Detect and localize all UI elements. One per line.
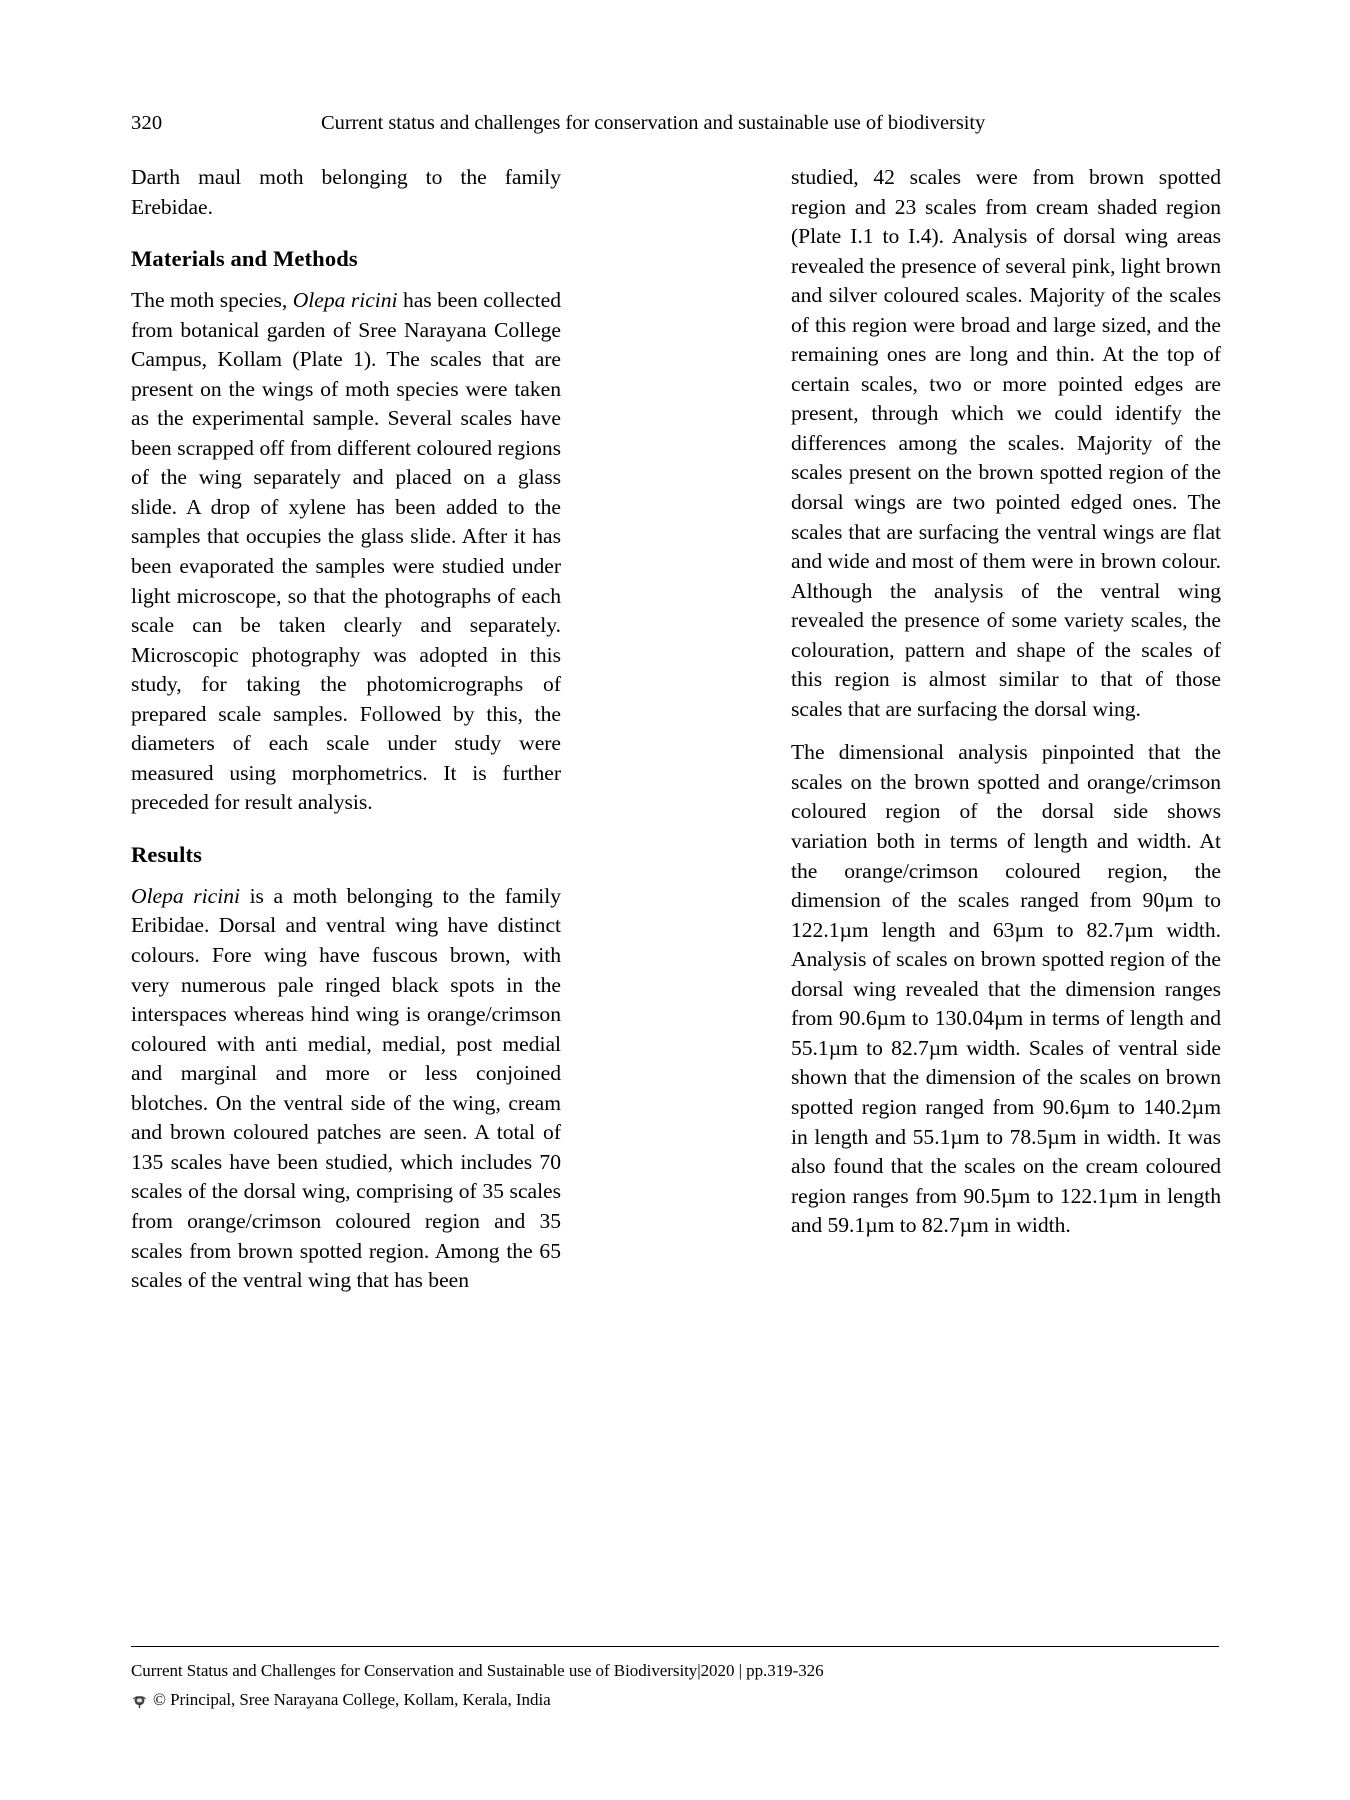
running-title: Current status and challenges for conservation and sustainable use of biodiversity [321, 112, 986, 134]
running-header [131, 112, 1219, 142]
species-name-italic: Olepa ricini [292, 288, 398, 313]
materials-text-lead: The moth species, [131, 288, 293, 313]
paragraph-materials [131, 286, 561, 818]
materials-text-rest: has been collected from botanical garden of Sree Narayana College Campus, Kollam (Plate 1). The scales that are present on the wings of moth species were taken as the experimental sample. Several scales have been scrapped off from different coloured regions of the wing separately and placed on a glass slide. A drop of xylene has been added to the samples that occupies the glass slide. After it has been evaporated the samples were studied under light microscope, so that the photographs of each scale can be taken clearly and separately. Microscopic photography was adopted in this study, for taking the photomicrographs of prepared scale samples. Followed by this, the diameters of each scale under study were measured using morphometrics. It is further preceded for result analysis. [131, 288, 561, 815]
footer-copyright-line [131, 1687, 1221, 1713]
heading-results: Results [131, 841, 202, 867]
results-continued-text: studied, 42 scales were from brown spotted region and 23 scales from cream shaded region (Plate I.1 to I.4). Analysis of dorsal wing areas revealed the presence of several pink, light brown and silver coloured scales. Majority of the scales of this region were broad and large sized, and the remaining ones are long and thin. At the top of certain scales, two or more pointed edges are present, through which we could identify the differences among the scales. Majority of the scales present on the brown spotted region of the dorsal wings are two pointed edged ones. The scales that are surfacing the ventral wings are flat and wide and most of them were in brown colour. Although the analysis of the ventral wing revealed the presence of some variety scales, the colouration, pattern and shape of the scales of this region is almost similar to that of those scales that are surfacing the dorsal wing. [791, 165, 1221, 721]
paragraph-dimensional-analysis [791, 738, 1221, 1240]
paragraph-results-1 [131, 882, 561, 1296]
left-column [131, 163, 561, 1296]
heading-materials-and-methods: Materials and Methods [131, 246, 358, 272]
species-name-italic-results: Olepa ricini [131, 883, 240, 908]
footer-copyright-text: © Principal, Sree Narayana College, Kollam, Kerala, India [153, 1689, 551, 1709]
dimensional-analysis-text: The dimensional analysis pinpointed that the scales on the brown spotted and orange/crimson coloured region of the dorsal side shows variation both in terms of length and width. At the orange/crimson coloured region, the dimension of the scales ranged from 90µm to 122.1µm length and 63µm to 82.7µm width. Analysis of scales on brown spotted region of the dorsal wing revealed that the dimension ranges from 90.6µm to 130.04µm in terms of length and 55.1µm to 82.7µm width. Scales of ventral side shown that the dimension of the scales on brown spotted region ranged from 90.6µm to 140.2µm in length and 55.1µm to 78.5µm in width. It was also found that the scales on the cream coloured region ranges from 90.5µm to 122.1µm in length and 59.1µm to 82.7µm in width. [791, 740, 1221, 1238]
footer-divider [131, 1646, 1219, 1647]
footer-citation: Current Status and Challenges for Conservation and Sustainable use of Biodiversity|2020 | pp.319-326 [131, 1661, 824, 1680]
page-footer [131, 1658, 1221, 1712]
page-number: 320 [131, 112, 163, 134]
results-text-rest: is a moth belonging to the family Eribidae. Dorsal and ventral wing have distinct colours. Fore wing have fuscous brown, with very numerous pale ringed black spots in the interspaces whereas hind wing is orange/crimson coloured with anti medial, medial, post medial and marginal and more or less conjoined blotches. On the ventral side of the wing, cream and brown coloured patches are seen. A total of 135 scales have been studied, which includes 70 scales of the dorsal wing, comprising of 35 scales from orange/crimson coloured region and 35 scales from brown spotted region. Among the 65 scales of the ventral wing that has been [131, 883, 561, 1293]
paragraph-intro [131, 163, 561, 222]
college-emblem-icon [131, 1693, 148, 1710]
right-column [791, 163, 1221, 1296]
paragraph-results-continued [791, 163, 1221, 724]
paragraph-intro-text: Darth maul moth belonging to the family Erebidae. [131, 165, 561, 219]
body-columns [131, 163, 1221, 1296]
